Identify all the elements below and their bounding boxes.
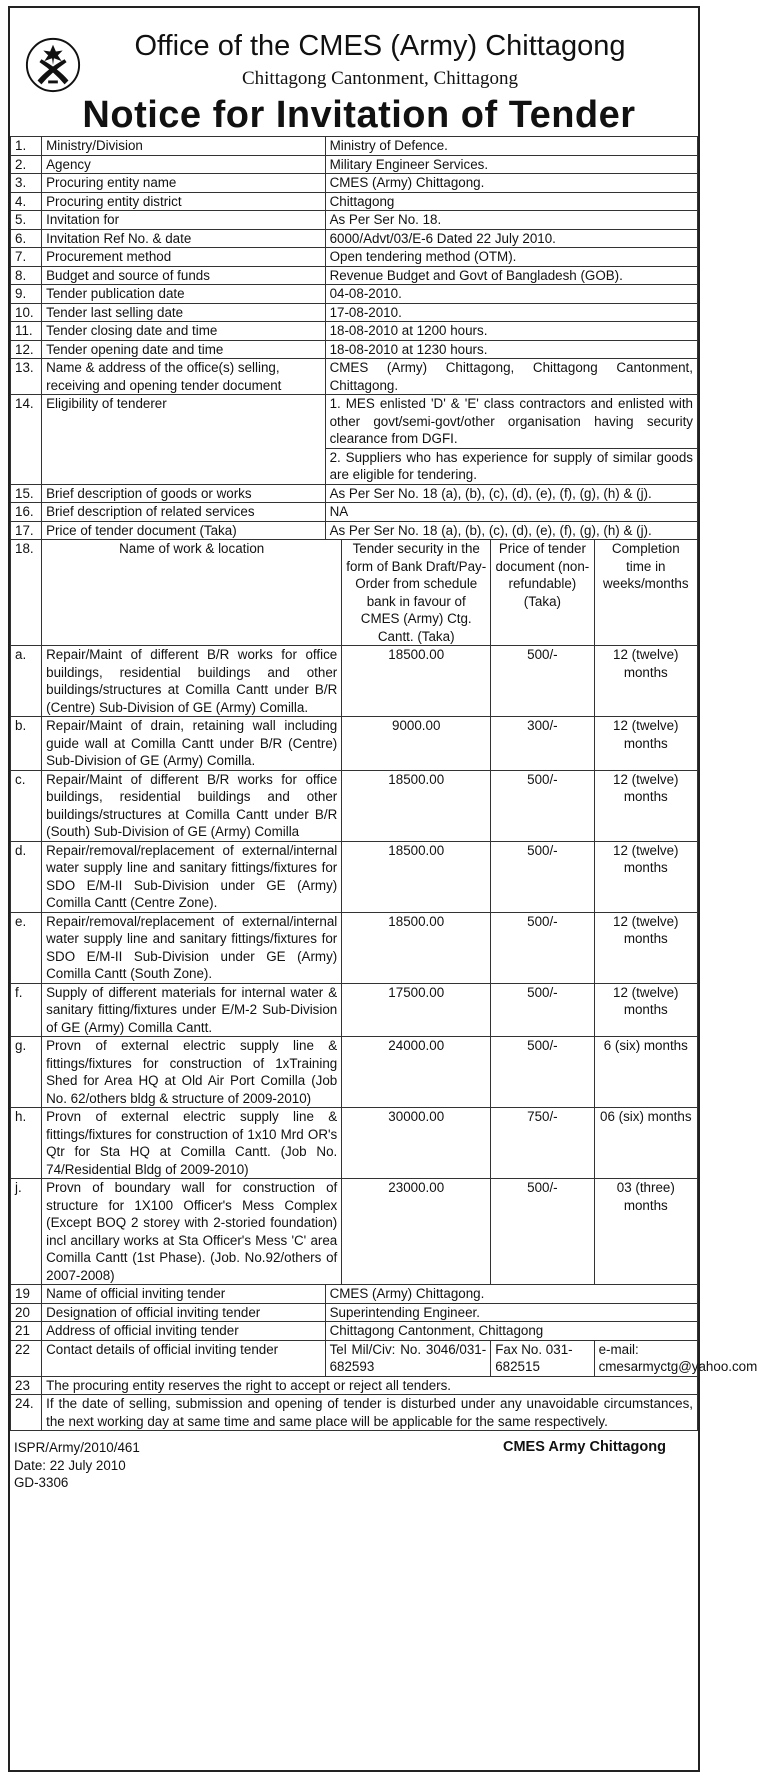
row-number: 18. <box>11 540 42 646</box>
office-title: Office of the CMES (Army) Chittagong <box>134 30 626 62</box>
notice-footer <box>10 1431 698 1492</box>
contact-fax: Fax No. 031-682515 <box>491 1340 594 1376</box>
row-number: 8. <box>11 266 42 285</box>
work-item-completion: 12 (twelve) months <box>594 770 697 841</box>
row-value: Ministry of Defence. <box>325 137 697 156</box>
row-number: 5. <box>11 211 42 230</box>
works-completion-header: Completion time in weeks/months <box>594 540 697 646</box>
row-label: Procurement method <box>42 248 325 267</box>
row-value: Military Engineer Services. <box>325 155 697 174</box>
row-label: Ministry/Division <box>42 137 325 156</box>
row-label: Procuring entity name <box>42 174 325 193</box>
row-value: CMES (Army) Chittagong. <box>325 174 697 193</box>
work-item-completion: 12 (twelve) months <box>594 717 697 771</box>
notice-header <box>10 8 698 136</box>
work-item-security: 18500.00 <box>342 841 491 912</box>
work-item-number: b. <box>11 717 42 771</box>
work-item-row <box>11 1108 698 1179</box>
row-value: NA <box>325 503 697 522</box>
work-item-security: 23000.00 <box>342 1179 491 1285</box>
issue-date: Date: 22 July 2010 <box>14 1457 126 1473</box>
work-item-description: Repair/Maint of different B/R works for office buildings, residential buildings and other buildings/structures at Comilla Cantt under B/R (Centre) Sub-Division of GE (Army) Comilla. <box>42 646 342 717</box>
table-row <box>11 395 698 449</box>
work-item-security: 18500.00 <box>342 646 491 717</box>
work-item-price: 500/- <box>491 1179 594 1285</box>
row-value: 04-08-2010. <box>325 285 697 304</box>
row-label: Name of official inviting tender <box>42 1285 325 1304</box>
row-label: Tender closing date and time <box>42 322 325 341</box>
row-value: CMES (Army) Chittagong, Chittagong Cantonment, Chittagong. <box>325 359 697 395</box>
table-row <box>11 303 698 322</box>
row-number: 24. <box>11 1395 42 1431</box>
work-item-row <box>11 646 698 717</box>
table-row <box>11 340 698 359</box>
row-label: Address of official inviting tender <box>42 1322 325 1341</box>
work-item-row <box>11 770 698 841</box>
table-row <box>11 503 698 522</box>
row-label: Designation of official inviting tender <box>42 1303 325 1322</box>
work-item-security: 17500.00 <box>342 983 491 1037</box>
row-label: Tender last selling date <box>42 303 325 322</box>
eligibility-clause-2: 2. Suppliers who has experience for supply of similar goods are eligible for tendering. <box>325 448 697 484</box>
row-value: As Per Ser No. 18 (a), (b), (c), (d), (e), (f), (g), (h) & (j). <box>325 521 697 540</box>
work-item-price: 500/- <box>491 770 594 841</box>
row-label: Name & address of the office(s) selling, receiving and opening tender document <box>42 359 325 395</box>
works-price-header: Price of tender document (non-refundable) (Taka) <box>491 540 594 646</box>
table-row <box>11 229 698 248</box>
work-item-completion: 06 (six) months <box>594 1108 697 1179</box>
row-value: 18-08-2010 at 1200 hours. <box>325 322 697 341</box>
works-name-header: Name of work & location <box>42 540 342 646</box>
row-text: If the date of selling, submission and opening of tender is disturbed under any unavoidable circumstances, the next working day at same time and same place will be applicable for the same respectively. <box>42 1395 698 1431</box>
work-item-completion: 6 (six) months <box>594 1037 697 1108</box>
work-item-row <box>11 912 698 983</box>
work-item-number: c. <box>11 770 42 841</box>
row-label: Eligibility of tenderer <box>42 395 325 485</box>
row-value: As Per Ser No. 18 (a), (b), (c), (d), (e), (f), (g), (h) & (j). <box>325 484 697 503</box>
work-item-description: Provn of boundary wall for construction of structure for 1X100 Officer's Mess Complex (Except BOQ 2 storey with 2-storied foundation) incl ancillary works at Sta Officer's Mess 'C' area Comilla Cantt (1st Phase). (Job. No.92/others of 2007-2008) <box>42 1179 342 1285</box>
row-number: 10. <box>11 303 42 322</box>
tender-table <box>10 136 757 1431</box>
row-number: 14. <box>11 395 42 485</box>
row-number: 15. <box>11 484 42 503</box>
row-label: Invitation Ref No. & date <box>42 229 325 248</box>
row-label: Contact details of official inviting tender <box>42 1340 325 1376</box>
work-item-completion: 12 (twelve) months <box>594 841 697 912</box>
row-number: 13. <box>11 359 42 395</box>
work-item-completion: 12 (twelve) months <box>594 983 697 1037</box>
table-row <box>11 211 698 230</box>
table-row <box>11 1340 698 1376</box>
work-item-price: 500/- <box>491 912 594 983</box>
table-row <box>11 1376 698 1395</box>
work-item-number: h. <box>11 1108 42 1179</box>
row-number: 2. <box>11 155 42 174</box>
work-item-completion: 03 (three) months <box>594 1179 697 1285</box>
row-number: 12. <box>11 340 42 359</box>
row-label: Budget and source of funds <box>42 266 325 285</box>
works-header-row <box>11 540 698 646</box>
row-number: 20 <box>11 1303 42 1322</box>
row-label: Agency <box>42 155 325 174</box>
work-item-security: 18500.00 <box>342 912 491 983</box>
row-number: 11. <box>11 322 42 341</box>
table-row <box>11 174 698 193</box>
row-value: Chittagong Cantonment, Chittagong <box>325 1322 697 1341</box>
work-item-description: Repair/Maint of different B/R works for office buildings, residential buildings and other buildings/structures at Comilla Cantt under B/R (South) Sub-Division of GE (Army) Comilla <box>42 770 342 841</box>
row-number: 17. <box>11 521 42 540</box>
row-value: Superintending Engineer. <box>325 1303 697 1322</box>
table-row <box>11 1395 698 1431</box>
table-row <box>11 137 698 156</box>
reference-number: ISPR/Army/2010/461 <box>14 1440 140 1455</box>
work-item-description: Provn of external electric supply line & fittings/fixtures for construction of 1x10 Mrd OR's Qtr for Sta HQ at Comilla Cantt. (Job No. 74/Residential Bldg of 2009-2010) <box>42 1108 342 1179</box>
work-item-number: d. <box>11 841 42 912</box>
work-item-description: Repair/Maint of drain, retaining wall including guide wall at Comilla Cantt under B/R (Centre) Sub-Division of GE (Army) Comilla. <box>42 717 342 771</box>
work-item-row <box>11 717 698 771</box>
work-item-price: 500/- <box>491 1037 594 1108</box>
table-row <box>11 1285 698 1304</box>
table-row <box>11 248 698 267</box>
work-item-security: 30000.00 <box>342 1108 491 1179</box>
row-text: The procuring entity reserves the right to accept or reject all tenders. <box>42 1376 698 1395</box>
row-label: Tender publication date <box>42 285 325 304</box>
contact-email: e-mail: cmesarmyctg@yahoo.com <box>594 1340 697 1376</box>
row-value: 18-08-2010 at 1230 hours. <box>325 340 697 359</box>
work-item-security: 18500.00 <box>342 770 491 841</box>
row-label: Price of tender document (Taka) <box>42 521 325 540</box>
work-item-description: Repair/removal/replacement of external/internal water supply line and sanitary fittings/fixtures for SDO E/M-II Sub-Division under GE (Army) Comilla Cantt (South Zone). <box>42 912 342 983</box>
row-value: CMES (Army) Chittagong. <box>325 1285 697 1304</box>
row-label: Invitation for <box>42 211 325 230</box>
office-location: Chittagong Cantonment, Chittagong <box>241 68 518 89</box>
row-number: 1. <box>11 137 42 156</box>
row-label: Brief description of related services <box>42 503 325 522</box>
row-number: 22 <box>11 1340 42 1376</box>
work-item-description: Repair/removal/replacement of external/internal water supply line and sanitary fittings/fixtures for SDO E/M-II Sub-Division under GE (Army) Comilla Cantt (Centre Zone). <box>42 841 342 912</box>
work-item-price: 500/- <box>491 841 594 912</box>
contact-tel: Tel Mil/Civ: No. 3046/031-682593 <box>325 1340 491 1376</box>
work-item-description: Supply of different materials for internal water & sanitary fitting/fixtures under E/M-2 Sub-Division of GE (Army) Comilla Cantt. <box>42 983 342 1037</box>
eligibility-clause-1: 1. MES enlisted 'D' & 'E' class contractors and enlisted with other govt/semi-govt/other organisation having security clearance from DGFI. <box>325 395 697 449</box>
work-item-completion: 12 (twelve) months <box>594 912 697 983</box>
work-item-row <box>11 1179 698 1285</box>
row-value: 17-08-2010. <box>325 303 697 322</box>
work-item-number: f. <box>11 983 42 1037</box>
row-number: 16. <box>11 503 42 522</box>
work-item-row <box>11 983 698 1037</box>
row-number: 6. <box>11 229 42 248</box>
gd-number: GD-3306 <box>14 1475 69 1490</box>
work-item-security: 24000.00 <box>342 1037 491 1108</box>
table-row <box>11 1303 698 1322</box>
table-row <box>11 484 698 503</box>
table-row <box>11 285 698 304</box>
work-item-description: Provn of external electric supply line & fittings/fixtures for construction of 1xTraining Shed for Area HQ at Old Air Port Comilla (Job No. 62/others bldg & structure of 2009-2010) <box>42 1037 342 1108</box>
row-number: 7. <box>11 248 42 267</box>
work-item-price: 300/- <box>491 717 594 771</box>
row-label: Brief description of goods or works <box>42 484 325 503</box>
page-title: Notice for Invitation of Tender <box>82 94 636 136</box>
work-item-row <box>11 841 698 912</box>
work-item-security: 9000.00 <box>342 717 491 771</box>
row-number: 19 <box>11 1285 42 1304</box>
row-number: 21 <box>11 1322 42 1341</box>
table-row <box>11 192 698 211</box>
row-label: Tender opening date and time <box>42 340 325 359</box>
work-item-price: 750/- <box>491 1108 594 1179</box>
work-item-price: 500/- <box>491 646 594 717</box>
work-item-completion: 12 (twelve) months <box>594 646 697 717</box>
work-item-number: a. <box>11 646 42 717</box>
row-value: As Per Ser No. 18. <box>325 211 697 230</box>
work-item-price: 500/- <box>491 983 594 1037</box>
row-number: 23 <box>11 1376 42 1395</box>
works-security-header: Tender security in the form of Bank Draft/Pay-Order from schedule bank in favour of CMES (Army) Ctg. Cantt. (Taka) <box>342 540 491 646</box>
row-value: Open tendering method (OTM). <box>325 248 697 267</box>
table-row <box>11 359 698 395</box>
row-value: Revenue Budget and Govt of Bangladesh (GOB). <box>325 266 697 285</box>
tender-notice <box>8 6 757 1772</box>
row-label: Procuring entity district <box>42 192 325 211</box>
work-item-number: j. <box>11 1179 42 1285</box>
table-row <box>11 155 698 174</box>
table-row <box>11 1322 698 1341</box>
row-number: 3. <box>11 174 42 193</box>
row-value: 6000/Advt/03/E-6 Dated 22 July 2010. <box>325 229 697 248</box>
table-row <box>11 266 698 285</box>
signature-block: CMES Army Chittagong <box>503 1439 666 1455</box>
work-item-row <box>11 1037 698 1108</box>
table-row <box>11 521 698 540</box>
row-value: Chittagong <box>325 192 697 211</box>
row-number: 9. <box>11 285 42 304</box>
row-number: 4. <box>11 192 42 211</box>
table-row <box>11 322 698 341</box>
work-item-number: g. <box>11 1037 42 1108</box>
work-item-number: e. <box>11 912 42 983</box>
